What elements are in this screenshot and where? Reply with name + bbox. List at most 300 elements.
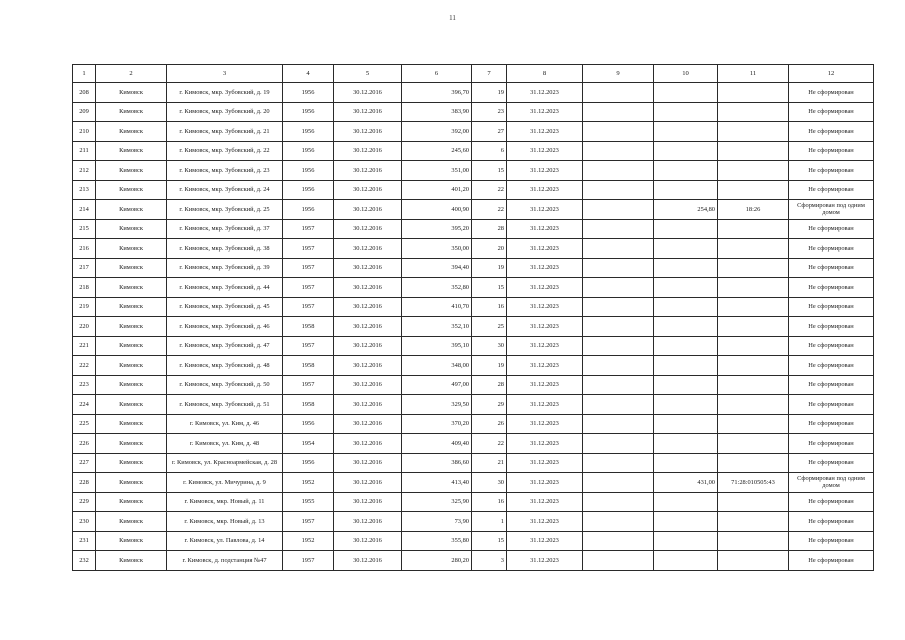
cell-date: 30.12.2016 xyxy=(334,414,402,434)
cell-count: 30 xyxy=(472,473,507,493)
cell-date: 30.12.2016 xyxy=(334,473,402,493)
cell-cadastral xyxy=(718,375,789,395)
cell-settlement: Кимовск xyxy=(96,83,167,103)
cell-row-number: 231 xyxy=(73,531,96,551)
cell-deadline: 31.12.2023 xyxy=(507,239,583,259)
cell-cadastral xyxy=(718,356,789,376)
cell-row-number: 210 xyxy=(73,122,96,142)
cell-settlement: Кимовск xyxy=(96,219,167,239)
cell-deadline: 31.12.2023 xyxy=(507,414,583,434)
cell-address: г. Кимовск, мкр. Зубовский, д. 51 xyxy=(167,395,283,415)
cell-area-2 xyxy=(654,219,718,239)
cell-status: Не сформирован xyxy=(789,258,874,278)
cell-address: г. Кимовск, ул. Ким, д. 46 xyxy=(167,414,283,434)
cell-build-year: 1954 xyxy=(283,434,334,454)
cell-status: Не сформирован xyxy=(789,375,874,395)
cell-col9 xyxy=(583,473,654,493)
cell-col9 xyxy=(583,219,654,239)
cell-address: г. Кимовск, мкр. Зубовский, д. 22 xyxy=(167,141,283,161)
cell-count: 27 xyxy=(472,122,507,142)
cell-area: 370,20 xyxy=(402,414,472,434)
cell-area-2 xyxy=(654,180,718,200)
cell-row-number: 217 xyxy=(73,258,96,278)
cell-count: 6 xyxy=(472,141,507,161)
cell-address: г. Кимовск, мкр. Зубовский, д. 37 xyxy=(167,219,283,239)
cell-status: Не сформирован xyxy=(789,317,874,337)
cell-status: Не сформирован xyxy=(789,356,874,376)
cell-status: Не сформирован xyxy=(789,551,874,571)
cell-area-2 xyxy=(654,122,718,142)
cell-cadastral xyxy=(718,219,789,239)
cell-cadastral xyxy=(718,278,789,298)
cell-col9 xyxy=(583,180,654,200)
cell-col9 xyxy=(583,297,654,317)
table-row xyxy=(73,356,874,376)
cell-col9 xyxy=(583,200,654,220)
cell-settlement: Кимовск xyxy=(96,336,167,356)
cell-date: 30.12.2016 xyxy=(334,551,402,571)
cell-build-year: 1957 xyxy=(283,219,334,239)
cell-count: 26 xyxy=(472,414,507,434)
table-body xyxy=(73,83,874,571)
cell-date: 30.12.2016 xyxy=(334,102,402,122)
table-row xyxy=(73,336,874,356)
cell-area: 245,60 xyxy=(402,141,472,161)
cell-settlement: Кимовск xyxy=(96,531,167,551)
cell-address: г. Кимовск, мкр. Зубовский, д. 45 xyxy=(167,297,283,317)
cell-count: 30 xyxy=(472,336,507,356)
cell-build-year: 1955 xyxy=(283,492,334,512)
cell-area-2 xyxy=(654,336,718,356)
cell-address: г. Кимовск, мкр. Зубовский, д. 39 xyxy=(167,258,283,278)
cell-area: 280,20 xyxy=(402,551,472,571)
cell-cadastral xyxy=(718,122,789,142)
cell-settlement: Кимовск xyxy=(96,492,167,512)
cell-deadline: 31.12.2023 xyxy=(507,161,583,181)
cell-row-number: 225 xyxy=(73,414,96,434)
cell-area-2 xyxy=(654,102,718,122)
cell-settlement: Кимовск xyxy=(96,453,167,473)
cell-deadline: 31.12.2023 xyxy=(507,336,583,356)
cell-area: 352,10 xyxy=(402,317,472,337)
table-row xyxy=(73,258,874,278)
cell-area-2 xyxy=(654,434,718,454)
cell-count: 20 xyxy=(472,239,507,259)
table-row xyxy=(73,551,874,571)
cell-build-year: 1956 xyxy=(283,102,334,122)
cell-count: 21 xyxy=(472,453,507,473)
cell-count: 15 xyxy=(472,531,507,551)
cell-area: 392,00 xyxy=(402,122,472,142)
column-header-5: 5 xyxy=(334,65,402,83)
cell-area: 400,90 xyxy=(402,200,472,220)
cell-status: Не сформирован xyxy=(789,141,874,161)
cell-area-2 xyxy=(654,531,718,551)
cell-count: 23 xyxy=(472,102,507,122)
cell-cadastral xyxy=(718,297,789,317)
column-header-9: 9 xyxy=(583,65,654,83)
cell-address: г. Кимовск, мкр. Зубовский, д. 38 xyxy=(167,239,283,259)
register-table xyxy=(72,64,874,571)
cell-col9 xyxy=(583,453,654,473)
cell-deadline: 31.12.2023 xyxy=(507,141,583,161)
cell-cadastral xyxy=(718,141,789,161)
cell-area: 497,00 xyxy=(402,375,472,395)
cell-row-number: 215 xyxy=(73,219,96,239)
cell-cadastral xyxy=(718,453,789,473)
cell-col9 xyxy=(583,141,654,161)
cell-build-year: 1957 xyxy=(283,551,334,571)
table-row xyxy=(73,161,874,181)
cell-count: 19 xyxy=(472,356,507,376)
table-row xyxy=(73,375,874,395)
cell-status: Не сформирован xyxy=(789,102,874,122)
cell-col9 xyxy=(583,102,654,122)
cell-address: г. Кимовск, мкр. Зубовский, д. 19 xyxy=(167,83,283,103)
cell-area-2 xyxy=(654,551,718,571)
table-row xyxy=(73,122,874,142)
cell-address: г. Кимовск, ул. Ким, д. 48 xyxy=(167,434,283,454)
table-row xyxy=(73,434,874,454)
cell-area: 325,90 xyxy=(402,492,472,512)
cell-count: 3 xyxy=(472,551,507,571)
cell-area: 395,10 xyxy=(402,336,472,356)
table-row xyxy=(73,531,874,551)
cell-deadline: 31.12.2023 xyxy=(507,317,583,337)
cell-address: г. Кимовск, ул. Павлова, д. 14 xyxy=(167,531,283,551)
cell-settlement: Кимовск xyxy=(96,395,167,415)
cell-deadline: 31.12.2023 xyxy=(507,258,583,278)
cell-status: Сформирован под одним домом xyxy=(789,200,874,220)
cell-settlement: Кимовск xyxy=(96,278,167,298)
cell-row-number: 224 xyxy=(73,395,96,415)
table-row xyxy=(73,219,874,239)
cell-col9 xyxy=(583,336,654,356)
cell-deadline: 31.12.2023 xyxy=(507,83,583,103)
cell-build-year: 1957 xyxy=(283,375,334,395)
cell-address: г. Кимовск, мкр. Зубовский, д. 21 xyxy=(167,122,283,142)
cell-address: г. Кимовск, мкр. Зубовский, д. 46 xyxy=(167,317,283,337)
cell-build-year: 1957 xyxy=(283,239,334,259)
cell-address: г. Кимовск, мкр. Зубовский, д. 47 xyxy=(167,336,283,356)
cell-count: 1 xyxy=(472,512,507,532)
cell-area-2 xyxy=(654,317,718,337)
cell-deadline: 31.12.2023 xyxy=(507,356,583,376)
cell-build-year: 1956 xyxy=(283,161,334,181)
cell-area-2: 431,00 xyxy=(654,473,718,493)
cell-deadline: 31.12.2023 xyxy=(507,200,583,220)
cell-build-year: 1956 xyxy=(283,200,334,220)
cell-address: г. Кимовск, мкр. Новый, д. 13 xyxy=(167,512,283,532)
cell-col9 xyxy=(583,531,654,551)
cell-deadline: 31.12.2023 xyxy=(507,512,583,532)
table-row xyxy=(73,317,874,337)
table-row xyxy=(73,141,874,161)
cell-date: 30.12.2016 xyxy=(334,512,402,532)
cell-date: 30.12.2016 xyxy=(334,531,402,551)
cell-settlement: Кимовск xyxy=(96,239,167,259)
cell-area: 395,20 xyxy=(402,219,472,239)
table-row xyxy=(73,473,874,493)
cell-col9 xyxy=(583,83,654,103)
cell-date: 30.12.2016 xyxy=(334,122,402,142)
cell-settlement: Кимовск xyxy=(96,317,167,337)
cell-area: 355,80 xyxy=(402,531,472,551)
cell-status: Не сформирован xyxy=(789,434,874,454)
cell-area: 350,00 xyxy=(402,239,472,259)
table-row xyxy=(73,239,874,259)
cell-settlement: Кимовск xyxy=(96,258,167,278)
cell-status: Не сформирован xyxy=(789,531,874,551)
cell-build-year: 1957 xyxy=(283,336,334,356)
cell-date: 30.12.2016 xyxy=(334,434,402,454)
cell-settlement: Кимовск xyxy=(96,356,167,376)
cell-row-number: 218 xyxy=(73,278,96,298)
cell-row-number: 212 xyxy=(73,161,96,181)
cell-cadastral xyxy=(718,492,789,512)
cell-build-year: 1956 xyxy=(283,122,334,142)
cell-deadline: 31.12.2023 xyxy=(507,122,583,142)
cell-area-2 xyxy=(654,492,718,512)
cell-date: 30.12.2016 xyxy=(334,161,402,181)
cell-build-year: 1957 xyxy=(283,258,334,278)
cell-date: 30.12.2016 xyxy=(334,83,402,103)
cell-col9 xyxy=(583,375,654,395)
cell-count: 22 xyxy=(472,200,507,220)
cell-deadline: 31.12.2023 xyxy=(507,453,583,473)
cell-count: 15 xyxy=(472,161,507,181)
cell-cadastral xyxy=(718,161,789,181)
cell-area: 329,50 xyxy=(402,395,472,415)
column-header-11: 11 xyxy=(718,65,789,83)
cell-row-number: 221 xyxy=(73,336,96,356)
cell-count: 25 xyxy=(472,317,507,337)
cell-status: Не сформирован xyxy=(789,395,874,415)
cell-settlement: Кимовск xyxy=(96,141,167,161)
cell-area: 394,40 xyxy=(402,258,472,278)
cell-address: г. Кимовск, мкр. Зубовский, д. 24 xyxy=(167,180,283,200)
cell-date: 30.12.2016 xyxy=(334,492,402,512)
cell-build-year: 1957 xyxy=(283,297,334,317)
cell-status: Не сформирован xyxy=(789,492,874,512)
cell-build-year: 1958 xyxy=(283,317,334,337)
cell-count: 22 xyxy=(472,434,507,454)
cell-build-year: 1957 xyxy=(283,512,334,532)
cell-date: 30.12.2016 xyxy=(334,141,402,161)
cell-area: 73,90 xyxy=(402,512,472,532)
cell-col9 xyxy=(583,258,654,278)
cell-row-number: 213 xyxy=(73,180,96,200)
cell-deadline: 31.12.2023 xyxy=(507,551,583,571)
cell-address: г. Кимовск, ул. Мичурина, д. 9 xyxy=(167,473,283,493)
cell-area-2 xyxy=(654,239,718,259)
cell-area-2 xyxy=(654,278,718,298)
cell-row-number: 219 xyxy=(73,297,96,317)
cell-area-2 xyxy=(654,141,718,161)
cell-deadline: 31.12.2023 xyxy=(507,492,583,512)
cell-settlement: Кимовск xyxy=(96,200,167,220)
cell-row-number: 214 xyxy=(73,200,96,220)
table-row xyxy=(73,414,874,434)
cell-date: 30.12.2016 xyxy=(334,278,402,298)
cell-area: 383,90 xyxy=(402,102,472,122)
cell-cadastral xyxy=(718,239,789,259)
cell-status: Не сформирован xyxy=(789,180,874,200)
cell-row-number: 227 xyxy=(73,453,96,473)
table-row xyxy=(73,83,874,103)
cell-col9 xyxy=(583,414,654,434)
cell-cadastral xyxy=(718,83,789,103)
cell-build-year: 1956 xyxy=(283,180,334,200)
cell-area-2 xyxy=(654,414,718,434)
cell-row-number: 211 xyxy=(73,141,96,161)
cell-build-year: 1952 xyxy=(283,473,334,493)
cell-date: 30.12.2016 xyxy=(334,239,402,259)
table-row xyxy=(73,180,874,200)
cell-col9 xyxy=(583,161,654,181)
cell-date: 30.12.2016 xyxy=(334,453,402,473)
table-row xyxy=(73,453,874,473)
cell-status: Не сформирован xyxy=(789,219,874,239)
cell-row-number: 209 xyxy=(73,102,96,122)
cell-settlement: Кимовск xyxy=(96,180,167,200)
cell-count: 19 xyxy=(472,258,507,278)
column-header-8: 8 xyxy=(507,65,583,83)
cell-area: 351,00 xyxy=(402,161,472,181)
cell-area-2 xyxy=(654,258,718,278)
cell-date: 30.12.2016 xyxy=(334,356,402,376)
cell-area-2 xyxy=(654,297,718,317)
cell-area-2 xyxy=(654,161,718,181)
cell-count: 22 xyxy=(472,180,507,200)
cell-settlement: Кимовск xyxy=(96,551,167,571)
table-row xyxy=(73,512,874,532)
cell-cadastral xyxy=(718,512,789,532)
cell-cadastral: 18:26 xyxy=(718,200,789,220)
cell-settlement: Кимовск xyxy=(96,512,167,532)
table-row xyxy=(73,492,874,512)
cell-address: г. Кимовск, д. подстанция №47 xyxy=(167,551,283,571)
cell-build-year: 1958 xyxy=(283,356,334,376)
cell-count: 28 xyxy=(472,375,507,395)
cell-row-number: 223 xyxy=(73,375,96,395)
cell-row-number: 229 xyxy=(73,492,96,512)
cell-date: 30.12.2016 xyxy=(334,219,402,239)
column-header-3: 3 xyxy=(167,65,283,83)
cell-build-year: 1956 xyxy=(283,453,334,473)
cell-status: Не сформирован xyxy=(789,239,874,259)
cell-date: 30.12.2016 xyxy=(334,317,402,337)
cell-row-number: 232 xyxy=(73,551,96,571)
cell-cadastral xyxy=(718,102,789,122)
cell-status: Сформирован под одним домом xyxy=(789,473,874,493)
cell-status: Не сформирован xyxy=(789,297,874,317)
column-header-6: 6 xyxy=(402,65,472,83)
cell-date: 30.12.2016 xyxy=(334,375,402,395)
cell-count: 28 xyxy=(472,219,507,239)
cell-col9 xyxy=(583,317,654,337)
cell-deadline: 31.12.2023 xyxy=(507,473,583,493)
cell-deadline: 31.12.2023 xyxy=(507,102,583,122)
cell-status: Не сформирован xyxy=(789,122,874,142)
cell-cadastral xyxy=(718,336,789,356)
cell-col9 xyxy=(583,492,654,512)
cell-area: 396,70 xyxy=(402,83,472,103)
cell-settlement: Кимовск xyxy=(96,102,167,122)
cell-cadastral xyxy=(718,317,789,337)
cell-col9 xyxy=(583,278,654,298)
cell-col9 xyxy=(583,551,654,571)
cell-settlement: Кимовск xyxy=(96,122,167,142)
cell-date: 30.12.2016 xyxy=(334,258,402,278)
cell-address: г. Кимовск, мкр. Новый, д. 11 xyxy=(167,492,283,512)
cell-cadastral xyxy=(718,414,789,434)
cell-build-year: 1956 xyxy=(283,83,334,103)
cell-area: 348,00 xyxy=(402,356,472,376)
cell-address: г. Кимовск, мкр. Зубовский, д. 25 xyxy=(167,200,283,220)
cell-row-number: 216 xyxy=(73,239,96,259)
cell-col9 xyxy=(583,239,654,259)
cell-area-2 xyxy=(654,356,718,376)
cell-build-year: 1952 xyxy=(283,531,334,551)
cell-deadline: 31.12.2023 xyxy=(507,219,583,239)
cell-settlement: Кимовск xyxy=(96,473,167,493)
cell-col9 xyxy=(583,122,654,142)
cell-count: 19 xyxy=(472,83,507,103)
cell-deadline: 31.12.2023 xyxy=(507,278,583,298)
table-row xyxy=(73,102,874,122)
cell-date: 30.12.2016 xyxy=(334,297,402,317)
cell-deadline: 31.12.2023 xyxy=(507,297,583,317)
column-header-4: 4 xyxy=(283,65,334,83)
table-row xyxy=(73,395,874,415)
column-header-2: 2 xyxy=(96,65,167,83)
cell-col9 xyxy=(583,512,654,532)
cell-settlement: Кимовск xyxy=(96,161,167,181)
cell-area-2 xyxy=(654,83,718,103)
cell-area-2 xyxy=(654,512,718,532)
cell-cadastral xyxy=(718,258,789,278)
cell-settlement: Кимовск xyxy=(96,297,167,317)
cell-status: Не сформирован xyxy=(789,414,874,434)
cell-status: Не сформирован xyxy=(789,512,874,532)
cell-settlement: Кимовск xyxy=(96,414,167,434)
page-number: 11 xyxy=(449,14,456,22)
cell-deadline: 31.12.2023 xyxy=(507,531,583,551)
cell-date: 30.12.2016 xyxy=(334,180,402,200)
cell-col9 xyxy=(583,356,654,376)
cell-status: Не сформирован xyxy=(789,278,874,298)
cell-area: 410,70 xyxy=(402,297,472,317)
cell-status: Не сформирован xyxy=(789,161,874,181)
cell-address: г. Кимовск, мкр. Зубовский, д. 20 xyxy=(167,102,283,122)
cell-build-year: 1956 xyxy=(283,414,334,434)
cell-status: Не сформирован xyxy=(789,83,874,103)
cell-row-number: 208 xyxy=(73,83,96,103)
cell-count: 16 xyxy=(472,492,507,512)
cell-area: 409,40 xyxy=(402,434,472,454)
cell-area: 401,20 xyxy=(402,180,472,200)
cell-cadastral xyxy=(718,551,789,571)
cell-count: 16 xyxy=(472,297,507,317)
cell-count: 15 xyxy=(472,278,507,298)
cell-col9 xyxy=(583,395,654,415)
cell-address: г. Кимовск, мкр. Зубовский, д. 44 xyxy=(167,278,283,298)
table-row xyxy=(73,200,874,220)
cell-area: 352,80 xyxy=(402,278,472,298)
cell-row-number: 220 xyxy=(73,317,96,337)
cell-settlement: Кимовск xyxy=(96,434,167,454)
